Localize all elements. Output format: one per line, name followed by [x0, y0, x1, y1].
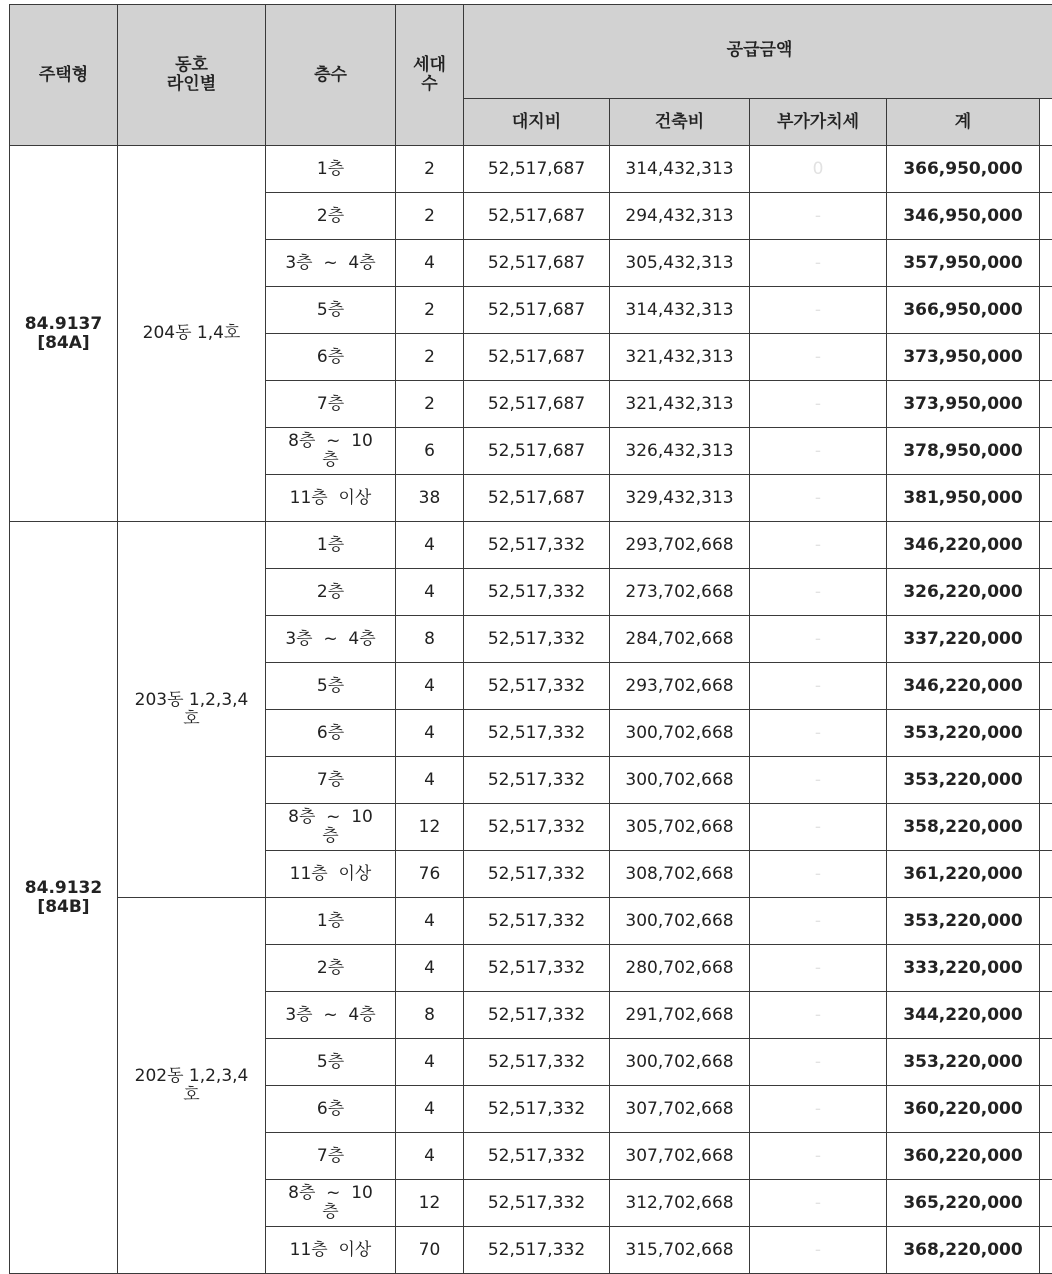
building-cost-cell: 300,702,668	[610, 757, 750, 804]
total-cell: 360,220,000	[887, 1133, 1040, 1180]
table-edge-cell	[1040, 710, 1052, 757]
dong-line-cell: 202동 1,2,3,4 호	[118, 898, 266, 1274]
floor-cell: 7층	[266, 1133, 396, 1180]
total-cell: 353,220,000	[887, 757, 1040, 804]
vat-cell: -	[750, 1133, 887, 1180]
households-cell: 4	[396, 757, 464, 804]
table-edge-cell	[1040, 1039, 1052, 1086]
building-cost-cell: 321,432,313	[610, 381, 750, 428]
floor-cell: 7층	[266, 381, 396, 428]
land-cost-cell: 52,517,332	[464, 663, 610, 710]
table-edge-cell	[1040, 287, 1052, 334]
floor-cell: 11층 이상	[266, 475, 396, 522]
households-cell: 4	[396, 710, 464, 757]
households-cell: 2	[396, 146, 464, 193]
table-edge-cell	[1040, 1227, 1052, 1274]
header-land: 대지비	[464, 99, 610, 146]
building-cost-cell: 315,702,668	[610, 1227, 750, 1274]
vat-cell: -	[750, 898, 887, 945]
header-vat: 부가가치세	[750, 99, 887, 146]
land-cost-cell: 52,517,332	[464, 1039, 610, 1086]
land-cost-cell: 52,517,332	[464, 569, 610, 616]
households-cell: 8	[396, 992, 464, 1039]
households-cell: 4	[396, 1133, 464, 1180]
households-cell: 4	[396, 663, 464, 710]
vat-cell: -	[750, 1086, 887, 1133]
building-cost-cell: 307,702,668	[610, 1086, 750, 1133]
table-edge-cell	[1040, 757, 1052, 804]
header-households: 세대 수	[396, 5, 464, 146]
vat-cell: -	[750, 663, 887, 710]
table-row	[10, 898, 1052, 945]
land-cost-cell: 52,517,687	[464, 428, 610, 475]
floor-cell: 6층	[266, 710, 396, 757]
vat-cell: -	[750, 1180, 887, 1227]
total-cell: 344,220,000	[887, 992, 1040, 1039]
floor-cell: 1층	[266, 522, 396, 569]
total-cell: 361,220,000	[887, 851, 1040, 898]
building-cost-cell: 312,702,668	[610, 1180, 750, 1227]
table-edge-cell	[1040, 1086, 1052, 1133]
total-cell: 366,950,000	[887, 287, 1040, 334]
floor-cell: 11층 이상	[266, 1227, 396, 1274]
households-cell: 4	[396, 898, 464, 945]
land-cost-cell: 52,517,687	[464, 381, 610, 428]
building-cost-cell: 293,702,668	[610, 522, 750, 569]
land-cost-cell: 52,517,687	[464, 475, 610, 522]
vat-cell: -	[750, 287, 887, 334]
table-edge-cell	[1040, 992, 1052, 1039]
table-edge-cell	[1040, 804, 1052, 851]
table-row	[10, 146, 1052, 193]
table-edge-cell	[1040, 522, 1052, 569]
total-cell: 365,220,000	[887, 1180, 1040, 1227]
floor-cell: 8층 ~ 10 층	[266, 1180, 396, 1227]
total-cell: 360,220,000	[887, 1086, 1040, 1133]
vat-cell: -	[750, 710, 887, 757]
total-cell: 366,950,000	[887, 146, 1040, 193]
vat-cell: -	[750, 193, 887, 240]
total-cell: 353,220,000	[887, 710, 1040, 757]
table-edge-cell	[1040, 193, 1052, 240]
vat-cell: -	[750, 428, 887, 475]
land-cost-cell: 52,517,332	[464, 522, 610, 569]
households-cell: 38	[396, 475, 464, 522]
building-cost-cell: 308,702,668	[610, 851, 750, 898]
floor-cell: 6층	[266, 1086, 396, 1133]
supply-price-table	[9, 4, 1052, 1274]
land-cost-cell: 52,517,332	[464, 945, 610, 992]
land-cost-cell: 52,517,332	[464, 1180, 610, 1227]
total-cell: 381,950,000	[887, 475, 1040, 522]
vat-cell: -	[750, 569, 887, 616]
building-cost-cell: 280,702,668	[610, 945, 750, 992]
total-cell: 353,220,000	[887, 898, 1040, 945]
land-cost-cell: 52,517,332	[464, 992, 610, 1039]
table-edge-cell	[1040, 381, 1052, 428]
building-cost-cell: 284,702,668	[610, 616, 750, 663]
table-body	[10, 146, 1052, 1274]
floor-cell: 2층	[266, 945, 396, 992]
floor-cell: 8층 ~ 10 층	[266, 804, 396, 851]
floor-cell: 3층 ~ 4층	[266, 616, 396, 663]
households-cell: 2	[396, 193, 464, 240]
floor-cell: 3층 ~ 4층	[266, 240, 396, 287]
table-edge-cell	[1040, 663, 1052, 710]
vat-cell: -	[750, 1039, 887, 1086]
dong-line-cell: 203동 1,2,3,4 호	[118, 522, 266, 898]
table-edge-cell	[1040, 945, 1052, 992]
building-cost-cell: 300,702,668	[610, 1039, 750, 1086]
households-cell: 70	[396, 1227, 464, 1274]
building-cost-cell: 329,432,313	[610, 475, 750, 522]
households-cell: 4	[396, 1086, 464, 1133]
land-cost-cell: 52,517,332	[464, 616, 610, 663]
land-cost-cell: 52,517,332	[464, 1227, 610, 1274]
table-edge-cell	[1040, 851, 1052, 898]
building-cost-cell: 273,702,668	[610, 569, 750, 616]
total-cell: 357,950,000	[887, 240, 1040, 287]
households-cell: 76	[396, 851, 464, 898]
households-cell: 4	[396, 1039, 464, 1086]
total-cell: 337,220,000	[887, 616, 1040, 663]
households-cell: 12	[396, 1180, 464, 1227]
building-cost-cell: 305,432,313	[610, 240, 750, 287]
vat-cell: -	[750, 475, 887, 522]
floor-cell: 5층	[266, 1039, 396, 1086]
table-edge-cell	[1040, 475, 1052, 522]
floor-cell: 8층 ~ 10 층	[266, 428, 396, 475]
table-edge-cell	[1040, 898, 1052, 945]
households-cell: 2	[396, 334, 464, 381]
building-cost-cell: 307,702,668	[610, 1133, 750, 1180]
floor-cell: 2층	[266, 569, 396, 616]
floor-cell: 6층	[266, 334, 396, 381]
total-cell: 368,220,000	[887, 1227, 1040, 1274]
floor-cell: 11층 이상	[266, 851, 396, 898]
building-cost-cell: 300,702,668	[610, 898, 750, 945]
building-cost-cell: 305,702,668	[610, 804, 750, 851]
floor-cell: 1층	[266, 146, 396, 193]
vat-cell: -	[750, 804, 887, 851]
floor-cell: 3층 ~ 4층	[266, 992, 396, 1039]
total-cell: 346,220,000	[887, 663, 1040, 710]
vat-cell: -	[750, 851, 887, 898]
vat-cell: 0	[750, 146, 887, 193]
header-floor: 층수	[266, 5, 396, 146]
land-cost-cell: 52,517,332	[464, 851, 610, 898]
total-cell: 346,220,000	[887, 522, 1040, 569]
households-cell: 6	[396, 428, 464, 475]
households-cell: 4	[396, 240, 464, 287]
header-total: 계	[887, 99, 1040, 146]
vat-cell: -	[750, 522, 887, 569]
land-cost-cell: 52,517,687	[464, 240, 610, 287]
floor-cell: 5층	[266, 287, 396, 334]
header-building: 건축비	[610, 99, 750, 146]
table-edge-cell	[1040, 569, 1052, 616]
dong-line-cell: 204동 1,4호	[118, 146, 266, 522]
households-cell: 4	[396, 522, 464, 569]
table-edge-cell	[1040, 240, 1052, 287]
households-cell: 2	[396, 381, 464, 428]
vat-cell: -	[750, 381, 887, 428]
land-cost-cell: 52,517,687	[464, 334, 610, 381]
vat-cell: -	[750, 616, 887, 663]
floor-cell: 5층	[266, 663, 396, 710]
vat-cell: -	[750, 992, 887, 1039]
header-supply-price: 공급금액	[464, 5, 1052, 99]
table-edge-cell	[1040, 334, 1052, 381]
total-cell: 333,220,000	[887, 945, 1040, 992]
building-cost-cell: 300,702,668	[610, 710, 750, 757]
households-cell: 4	[396, 569, 464, 616]
land-cost-cell: 52,517,687	[464, 287, 610, 334]
land-cost-cell: 52,517,687	[464, 146, 610, 193]
vat-cell: -	[750, 334, 887, 381]
header-housing-type: 주택형	[10, 5, 118, 146]
land-cost-cell: 52,517,687	[464, 193, 610, 240]
total-cell: 358,220,000	[887, 804, 1040, 851]
households-cell: 4	[396, 945, 464, 992]
floor-cell: 1층	[266, 898, 396, 945]
total-cell: 373,950,000	[887, 381, 1040, 428]
vat-cell: -	[750, 1227, 887, 1274]
building-cost-cell: 294,432,313	[610, 193, 750, 240]
vat-cell: -	[750, 240, 887, 287]
vat-cell: -	[750, 757, 887, 804]
total-cell: 373,950,000	[887, 334, 1040, 381]
households-cell: 8	[396, 616, 464, 663]
households-cell: 12	[396, 804, 464, 851]
total-cell: 326,220,000	[887, 569, 1040, 616]
housing-type-cell: 84.9137 [84A]	[10, 146, 118, 522]
table-edge-cell	[1040, 1180, 1052, 1227]
building-cost-cell: 314,432,313	[610, 146, 750, 193]
table-edge-cell	[1040, 428, 1052, 475]
floor-cell: 7층	[266, 757, 396, 804]
vat-cell: -	[750, 945, 887, 992]
total-cell: 346,950,000	[887, 193, 1040, 240]
land-cost-cell: 52,517,332	[464, 710, 610, 757]
building-cost-cell: 321,432,313	[610, 334, 750, 381]
land-cost-cell: 52,517,332	[464, 898, 610, 945]
land-cost-cell: 52,517,332	[464, 757, 610, 804]
land-cost-cell: 52,517,332	[464, 1133, 610, 1180]
land-cost-cell: 52,517,332	[464, 804, 610, 851]
building-cost-cell: 326,432,313	[610, 428, 750, 475]
total-cell: 378,950,000	[887, 428, 1040, 475]
land-cost-cell: 52,517,332	[464, 1086, 610, 1133]
housing-type-cell: 84.9132 [84B]	[10, 522, 118, 1274]
building-cost-cell: 314,432,313	[610, 287, 750, 334]
total-cell: 353,220,000	[887, 1039, 1040, 1086]
table-edge-cell	[1040, 616, 1052, 663]
table-row	[10, 522, 1052, 569]
households-cell: 2	[396, 287, 464, 334]
building-cost-cell: 293,702,668	[610, 663, 750, 710]
header-dong-line: 동호 라인별	[118, 5, 266, 146]
floor-cell: 2층	[266, 193, 396, 240]
table-edge-cell	[1040, 146, 1052, 193]
table-edge-cell	[1040, 1133, 1052, 1180]
header-edge	[1040, 99, 1052, 146]
building-cost-cell: 291,702,668	[610, 992, 750, 1039]
